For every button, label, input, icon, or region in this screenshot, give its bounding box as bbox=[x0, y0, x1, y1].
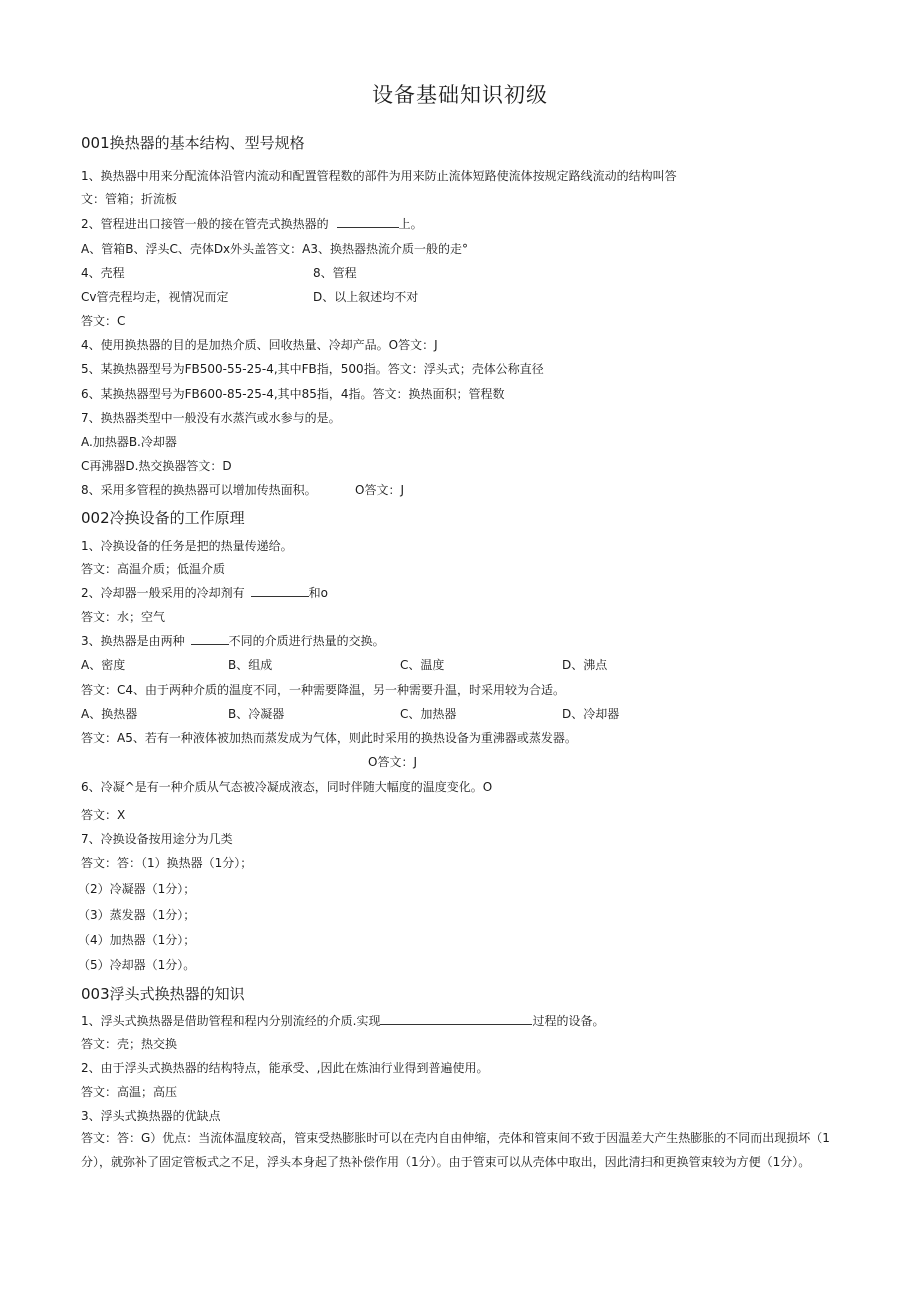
s3-q3-answer: 答文：答：G）优点：当流体温度较高，管束受热膨胀时可以在壳内自由伸缩，壳体和管束间不致于因温差大产生热膨胀的不同而出现损坏（1分），就弥补了固定管板式之不足，浮头本身起了热补偿作用（1分）。由于管束可以从壳体中取出，因此清扫和更换管束较为方便（1分）。 bbox=[81, 1131, 830, 1169]
section-heading-001: 001换热器的基本结构、型号规格 bbox=[81, 134, 305, 152]
s3-question-2: 2、由于浮头式换热器的结构特点，能承受、,因此在炼油行业得到普遍使用。 bbox=[81, 1061, 489, 1075]
s2-q7-line-5: （5）冷却器（1分）。 bbox=[78, 958, 196, 972]
s2-q1-answer: 答文：高温介质；低温介质 bbox=[81, 562, 226, 576]
s1-q3-option-d: D、以上叙述均不对 bbox=[313, 290, 419, 304]
s1-q3-answer: 答文：C bbox=[81, 314, 126, 328]
s2-question-2-tail: 和o bbox=[308, 586, 328, 600]
s2-q4-option-d: D、冷却器 bbox=[562, 707, 620, 721]
fill-blank bbox=[191, 633, 229, 645]
document-title: 设备基础知识初级 bbox=[372, 83, 548, 107]
section-heading-003: 003浮头式换热器的知识 bbox=[81, 985, 245, 1003]
s2-question-3 bbox=[81, 632, 385, 649]
s1-question-4: 4、使用换热器的目的是加热介质、回收热量、冷却产品。O答文：J bbox=[81, 338, 438, 352]
s2-question-1: 1、冷换设备的任务是把的热量传递给。 bbox=[81, 539, 293, 553]
fill-blank bbox=[337, 216, 399, 228]
s3-question-1-text: 1、浮头式换热器是借助管程和程内分别流经的介质.实现 bbox=[81, 1014, 381, 1028]
s2-q3-option-a: A、密度 bbox=[81, 658, 126, 672]
s3-q1-answer: 答文：壳；热交换 bbox=[81, 1037, 178, 1051]
s2-q4-option-c: C、加热器 bbox=[400, 707, 457, 721]
s3-question-3: 3、浮头式换热器的优缺点 bbox=[81, 1109, 221, 1123]
s1-question-6: 6、某换热器型号为FB600-85-25-4,其中85指，4指。答文：换热面积；管程数 bbox=[81, 387, 505, 401]
s1-q3-option-c: Cv管壳程均走，视情况而定 bbox=[81, 290, 229, 304]
s1-q8-answer: O答文：J bbox=[355, 483, 404, 497]
s2-q3-answer: 答文：C4、由于两种介质的温度不同，一种需要降温，另一种需要升温，时采用较为合适。 bbox=[81, 683, 566, 697]
s1-question-5: 5、某换热器型号为FB500-55-25-4,其中FB指，500指。答文：浮头式；壳体公称直径 bbox=[81, 362, 544, 376]
s2-q7-line-3: （3）蒸发器（1分）； bbox=[78, 908, 196, 922]
s1-answer-1: 文：管箱；折流板 bbox=[81, 192, 178, 206]
s2-q4-option-b: B、冷凝器 bbox=[228, 707, 285, 721]
s1-question-2-options: A、管箱B、浮头C、壳体Dx外头盖答文：A3、换热器热流介质一般的走° bbox=[81, 242, 469, 256]
s2-question-2 bbox=[81, 584, 328, 601]
fill-blank bbox=[251, 585, 309, 597]
s3-q2-answer: 答文：高温；高压 bbox=[81, 1085, 178, 1099]
s1-question-7: 7、换热器类型中一般没有水蒸汽或水参与的是。 bbox=[81, 411, 341, 425]
s2-q7-line-2: （2）冷凝器（1分）； bbox=[78, 882, 196, 896]
s2-q3-option-c: C、温度 bbox=[400, 658, 445, 672]
s2-q4-answer: 答文：A5、若有一种液体被加热而蒸发成为气体，则此时采用的换热设备为重沸器或蒸发器。 bbox=[81, 731, 577, 745]
s1-question-2-text: 2、管程进出口接管一般的接在管壳式换热器的 bbox=[81, 217, 329, 231]
s1-question-2 bbox=[81, 215, 423, 232]
s2-q4-option-a: A、换热器 bbox=[81, 707, 138, 721]
s2-q7-line-4: （4）加热器（1分）； bbox=[78, 933, 196, 947]
s1-q7-options-cd: C再沸器D.热交换器答文：D bbox=[81, 459, 232, 473]
section-heading-002: 002冷换设备的工作原理 bbox=[81, 509, 245, 527]
s2-q7-answer: 答文：答：（1）换热器（1分）； bbox=[81, 856, 253, 870]
s2-question-3-text: 3、换热器是由两种 bbox=[81, 634, 185, 648]
s2-q2-answer: 答文：水；空气 bbox=[81, 610, 166, 624]
s1-question-2-tail: 上。 bbox=[398, 217, 423, 231]
s2-question-6: 6、冷凝^是有一种介质从气态被冷凝成液态，同时伴随大幅度的温度变化。O bbox=[81, 780, 493, 794]
s1-question-1: 1、换热器中用来分配流体沿管内流动和配置管程数的部件为用来防止流体短路使流体按规定路线流动的结构叫答 bbox=[81, 169, 677, 183]
s2-q6-answer: 答文：X bbox=[81, 808, 126, 822]
s1-q3-option-b: 8、管程 bbox=[313, 266, 357, 280]
s2-question-2-text: 2、冷却器一般采用的冷却剂有 bbox=[81, 586, 245, 600]
s1-q3-option-a: 4、壳程 bbox=[81, 266, 125, 280]
s2-q3-option-b: B、组成 bbox=[228, 658, 273, 672]
s2-q3-option-d: D、沸点 bbox=[562, 658, 608, 672]
s1-question-8: 8、采用多管程的换热器可以增加传热面积。 bbox=[81, 483, 317, 497]
s2-question-3-tail: 不同的介质进行热量的交换。 bbox=[228, 634, 385, 648]
s3-question-1-tail: 过程的设备。 bbox=[532, 1014, 605, 1028]
s3-question-1 bbox=[81, 1012, 604, 1029]
s2-question-7: 7、冷换设备按用途分为几类 bbox=[81, 832, 233, 846]
s2-q5-answer: O答文：J bbox=[368, 755, 417, 769]
fill-blank bbox=[380, 1013, 532, 1025]
s1-q7-options-ab: A.加热器B.冷却器 bbox=[81, 435, 177, 449]
